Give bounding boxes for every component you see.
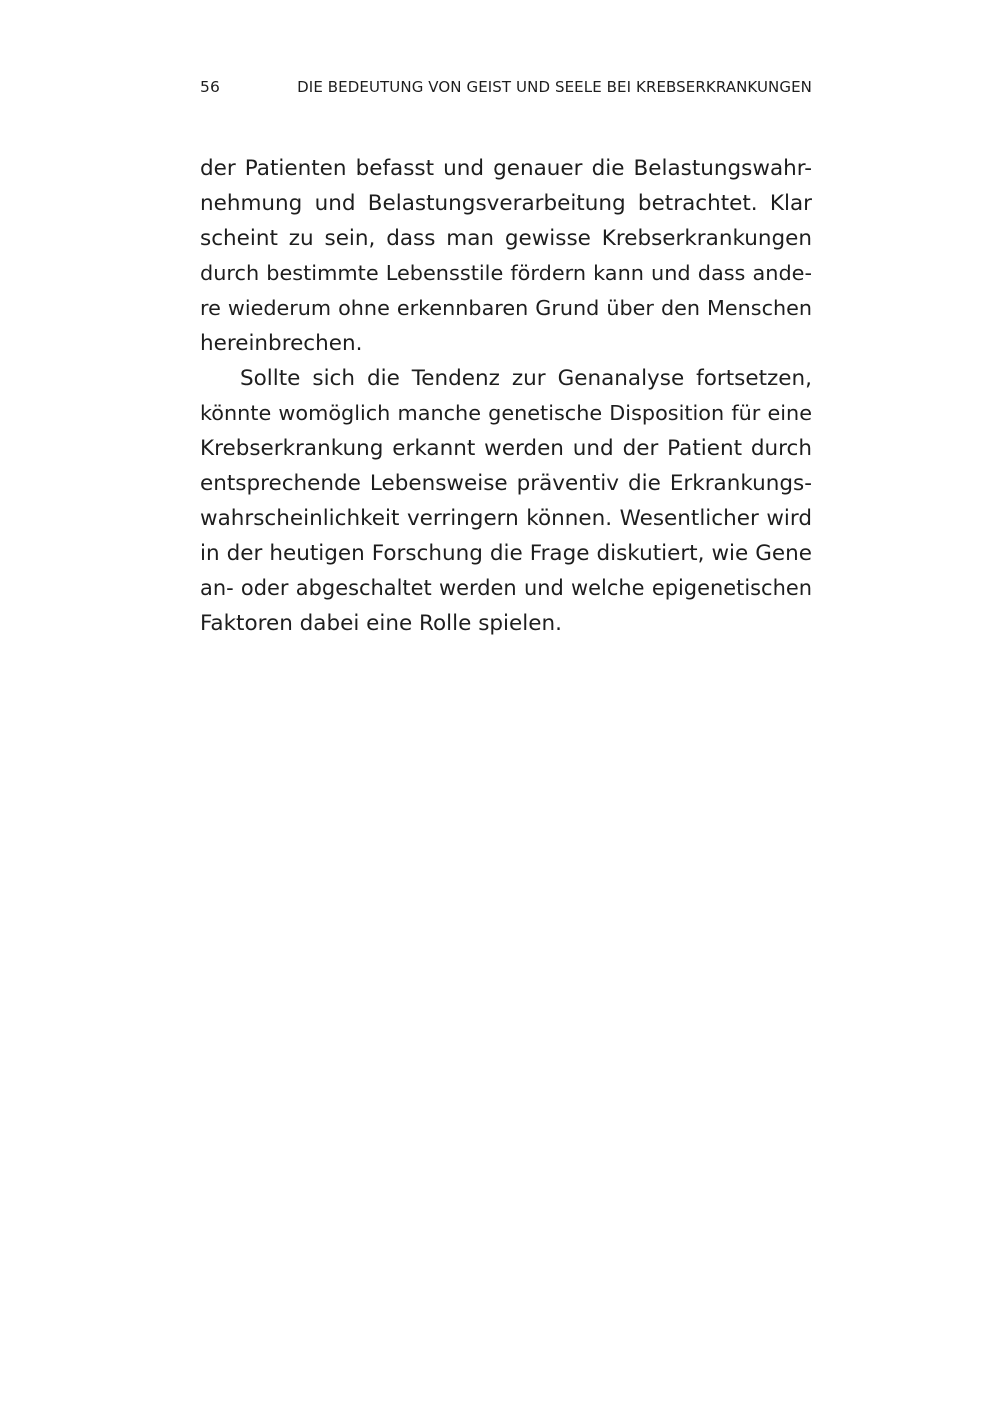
body-text [200,151,812,641]
running-head [200,74,812,100]
text-line: durch bestimmte Lebensstile fördern kann und dass ande- [200,261,812,285]
text-line: hereinbrechen. [200,331,363,356]
text-line: an- oder abgeschaltet werden und welche epigenetischen [200,576,812,600]
text-line: Faktoren dabei eine Rolle spielen. [200,611,562,636]
text-line: scheint zu sein, dass man gewisse Krebserkrankungen [200,226,812,251]
text-line: könnte womöglich manche genetische Disposition für eine [200,401,812,425]
text-line: wahrscheinlichkeit verringern können. Wesentlicher wird [200,506,812,531]
text-line: Sollte sich die Tendenz zur Genanalyse fortsetzen, [240,366,812,391]
running-title: DIE BEDEUTUNG VON GEIST UND SEELE BEI KREBSERKRANKUNGEN [297,78,812,96]
text-line: der Patienten befasst und genauer die Belastungswahr- [200,156,812,181]
paragraph-1 [200,151,812,361]
page-number: 56 [200,78,221,96]
text-line: nehmung und Belastungsverarbeitung betrachtet. Klar [200,191,812,216]
text-line: re wiederum ohne erkennbaren Grund über den Menschen [200,296,812,320]
text-line: Krebserkrankung erkannt werden und der Patient durch [200,436,812,461]
text-line: entsprechende Lebensweise präventiv die Erkrankungs- [200,471,812,496]
paragraph-2 [200,361,812,641]
text-line: in der heutigen Forschung die Frage diskutiert, wie Gene [200,541,812,566]
